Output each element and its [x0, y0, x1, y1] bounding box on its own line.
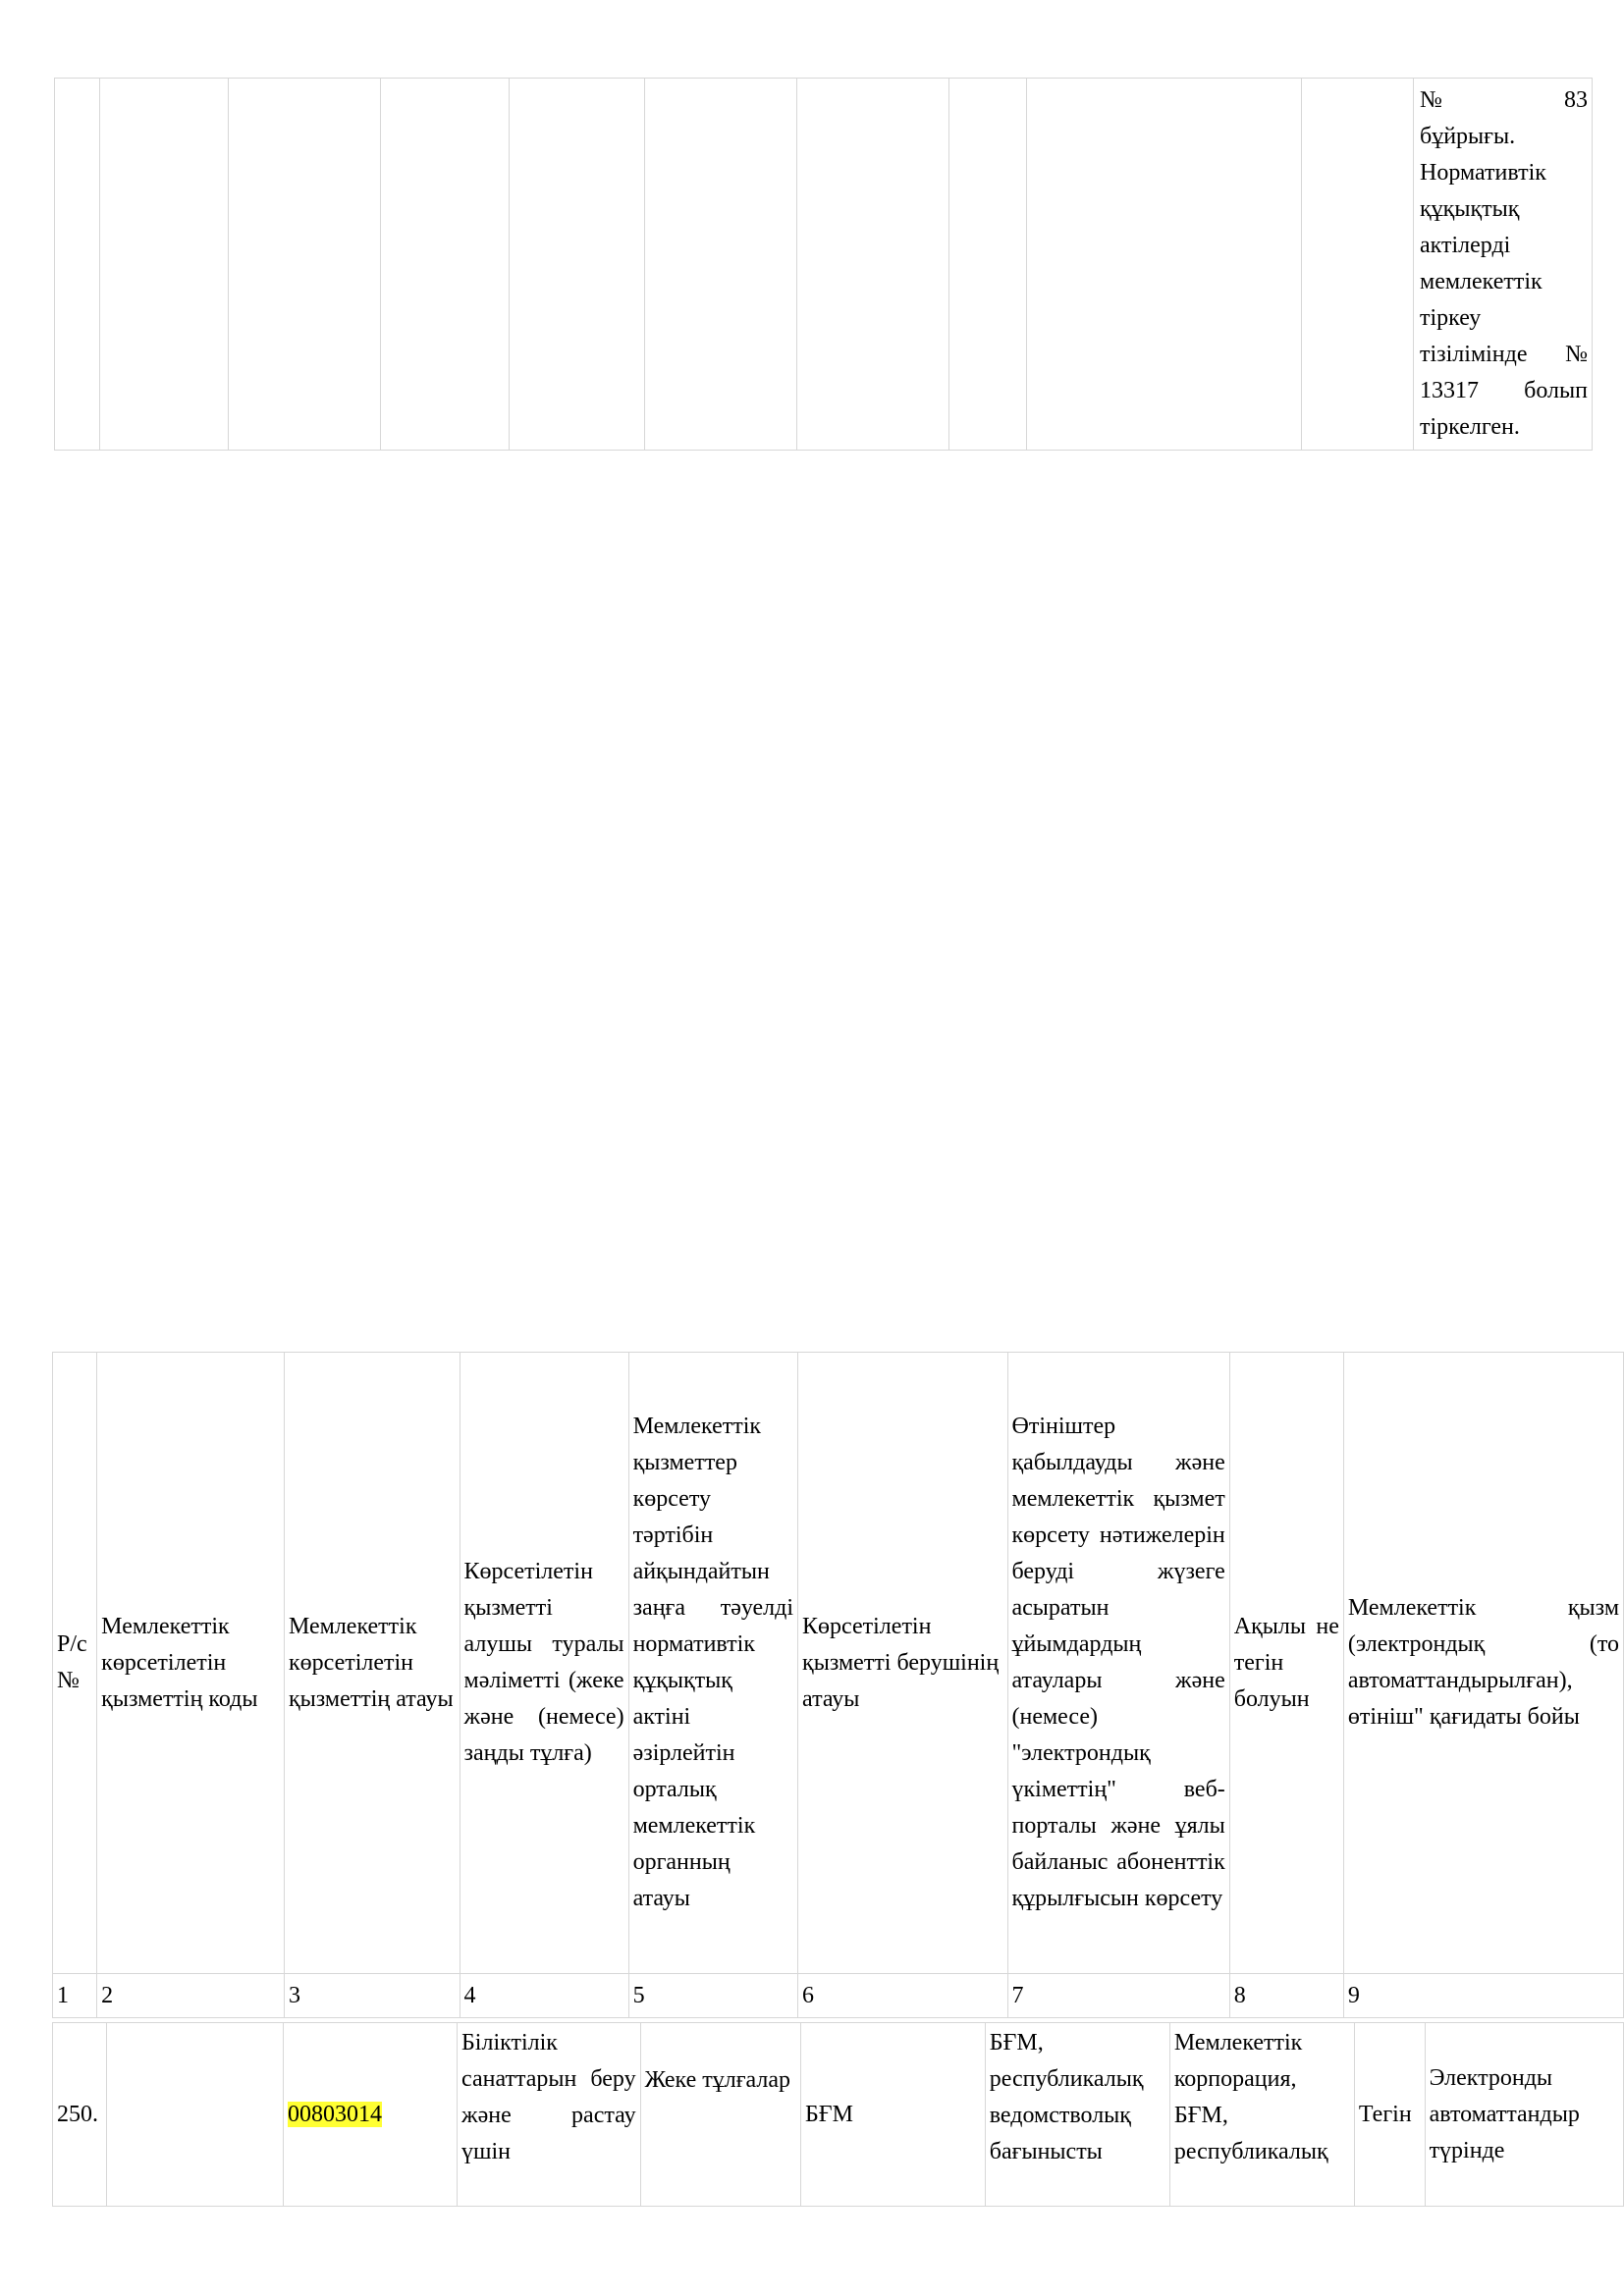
note-line: Нормативтік — [1420, 160, 1546, 186]
empty-cell — [949, 79, 1027, 451]
column-numbers-row — [53, 1974, 1624, 2018]
column-number: 2 — [97, 1974, 285, 2018]
note-line: 13317 болып — [1420, 378, 1588, 403]
table-row — [53, 2023, 1624, 2207]
column-number: 9 — [1343, 1974, 1623, 2018]
row-provider: БҒМ, республикалық ведомстволық бағынысты — [985, 2023, 1169, 2207]
note-line: актілерді — [1420, 233, 1511, 258]
header-organizations: Өтініштер қабылдауды және мемлекеттік қызмет көрсету нәтижелерін беруді жүзеге асыратын ұйымдардың атаулары және (немесе) "электрондық үкіметтің" веб-порталы және ұялы байланыс абоненттік құрылғысын көрсету — [1007, 1353, 1229, 1974]
row-service-name: Біліктілік санаттарын беру және растау үшін — [458, 2023, 641, 2207]
services-header-table — [52, 1352, 1624, 2018]
note-line: тіркелген. — [1420, 414, 1520, 440]
header-service-code: Мемлекеттік көрсетілетін қызметтің коды — [97, 1353, 285, 1974]
empty-cell — [797, 79, 949, 451]
row-recipient: Жеке тұлғалар — [640, 2023, 800, 2207]
empty-cell — [229, 79, 381, 451]
note-line: тіркеу — [1420, 305, 1482, 331]
row-form: Электронды автоматтандыр түрінде — [1425, 2023, 1623, 2207]
note-line: мемлекеттік — [1420, 269, 1543, 294]
legal-note-cell — [1414, 79, 1593, 451]
empty-cell — [1302, 79, 1414, 451]
empty-cell — [381, 79, 510, 451]
empty-cell — [510, 79, 645, 451]
column-number: 8 — [1229, 1974, 1343, 2018]
row-channels: Мемлекеттік корпорация, БҒМ, республикалық — [1169, 2023, 1354, 2207]
column-number: 3 — [284, 1974, 460, 2018]
column-number: 6 — [798, 1974, 1007, 2018]
top-table-row — [55, 79, 1593, 451]
column-number: 1 — [53, 1974, 97, 2018]
row-service-code-cell — [283, 2023, 457, 2207]
note-line: бұйрығы. — [1420, 124, 1516, 149]
column-number: 4 — [460, 1974, 628, 2018]
note-line: тізілімінде № — [1420, 342, 1588, 367]
empty-cell — [55, 79, 100, 451]
header-central-body: Мемлекеттік қызметтер көрсету тәртібін айқындайтын заңға тәуелді нормативтік құқықтық актіні әзірлейтін орталық мемлекеттік органның атауы — [628, 1353, 797, 1974]
top-table — [54, 78, 1593, 451]
row-code-empty — [106, 2023, 283, 2207]
empty-cell — [645, 79, 797, 451]
row-org: БҒМ — [800, 2023, 985, 2207]
header-row — [53, 1353, 1624, 1974]
header-recipient-info: Көрсетілетін қызметті алушы туралы мәліметті (жеке және (немесе) заңды тұлға) — [460, 1353, 628, 1974]
column-number: 7 — [1007, 1974, 1229, 2018]
header-provider-name: Көрсетілетін қызметті берушінің атауы — [798, 1353, 1007, 1974]
header-service-name: Мемлекеттік көрсетілетін қызметтің атауы — [284, 1353, 460, 1974]
header-rs-number: Р/с № — [53, 1353, 97, 1974]
service-code-highlight: 00803014 — [287, 2101, 382, 2127]
note-line: № 83 — [1420, 87, 1588, 113]
empty-cell — [100, 79, 229, 451]
row-number: 250. — [53, 2023, 107, 2207]
header-service-form: Мемлекеттік қызм (электрондық (то автоматтандырылған), өтініш" қағидаты бойы — [1343, 1353, 1623, 1974]
service-row-table — [52, 2022, 1624, 2207]
header-paid-or-free: Ақылы не тегін болуын — [1229, 1353, 1343, 1974]
row-fee: Тегін — [1354, 2023, 1425, 2207]
empty-cell — [1027, 79, 1302, 451]
note-line: құқықтық — [1420, 196, 1520, 222]
column-number: 5 — [628, 1974, 797, 2018]
